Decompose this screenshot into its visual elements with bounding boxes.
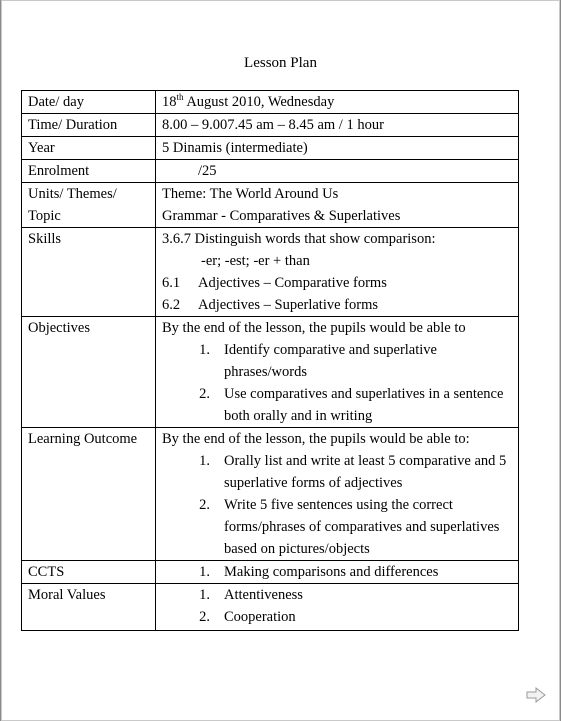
table-row [22, 428, 519, 561]
row-label: Skills [22, 228, 156, 317]
row-label [22, 183, 156, 228]
row-value [156, 428, 519, 561]
next-page-arrow-icon[interactable] [526, 687, 546, 703]
table-row [22, 584, 519, 631]
lesson-plan-table [21, 90, 519, 631]
item-text: Making comparisons and differences [224, 564, 439, 580]
enrolment-value: /25 [198, 163, 217, 179]
date-rest: August 2010, Wednesday [183, 94, 335, 110]
item-number: 1. [199, 342, 210, 358]
theme-text: Theme: The World Around Us [162, 186, 339, 202]
skills-line: 3.6.7 Distinguish words that show comparison: [162, 231, 436, 247]
row-label: Date/ day [22, 91, 156, 114]
table-row [22, 228, 519, 317]
item-text: Write 5 five sentences using the correct forms/phrases of comparatives and superlatives based on pictures/objects [224, 497, 500, 557]
row-label: Time/ Duration [22, 114, 156, 137]
item-number: 1. [199, 564, 210, 580]
item-text: Use comparatives and superlatives in a sentence both orally and in writing [224, 386, 504, 424]
objectives-intro: By the end of the lesson, the pupils would be able to [162, 320, 466, 336]
table-row [22, 160, 519, 183]
list-item [162, 383, 513, 427]
outcome-intro: By the end of the lesson, the pupils would be able to: [162, 431, 470, 447]
date-suffix: th [176, 92, 184, 103]
row-value [156, 584, 519, 631]
row-value [156, 228, 519, 317]
row-label: Learning Outcome [22, 428, 156, 561]
table-row [22, 137, 519, 160]
topic-text: Grammar - Comparatives & Superlatives [162, 208, 401, 224]
item-number: 2. [199, 497, 210, 513]
row-value [156, 160, 519, 183]
list-item [162, 494, 513, 560]
row-value [156, 561, 519, 584]
table-row [22, 114, 519, 137]
item-number: 1. [199, 453, 210, 469]
list-item [162, 272, 513, 294]
row-value [156, 183, 519, 228]
table-row [22, 561, 519, 584]
list-item [162, 339, 513, 383]
table-row [22, 91, 519, 114]
list-item [162, 294, 513, 316]
list-item [162, 606, 513, 628]
item-text: Orally list and write at least 5 comparative and 5 superlative forms of adjectives [224, 453, 507, 491]
row-label: Objectives [22, 317, 156, 428]
list-item [162, 561, 513, 583]
item-number: 2. [199, 386, 210, 402]
document-page [1, 0, 560, 721]
row-label: Moral Values [22, 584, 156, 631]
list-item [162, 450, 513, 494]
skills-suffixes: -er; -est; -er + than [201, 253, 310, 269]
row-value: 5 Dinamis (intermediate) [156, 137, 519, 160]
item-text: Cooperation [224, 609, 296, 625]
item-text: Identify comparative and superlative phrases/words [224, 342, 437, 380]
row-label: Enrolment [22, 160, 156, 183]
row-value [156, 317, 519, 428]
item-text: Attentiveness [224, 587, 303, 603]
row-value [156, 91, 519, 114]
list-item [162, 584, 513, 606]
row-label: Year [22, 137, 156, 160]
item-number: 6.1 [162, 275, 181, 291]
item-text: Adjectives – Superlative forms [198, 297, 378, 313]
item-number: 6.2 [162, 297, 181, 313]
page-title: Lesson Plan [244, 55, 317, 71]
row-value: 8.00 – 9.007.45 am – 8.45 am / 1 hour [156, 114, 519, 137]
units-label-line2: Topic [28, 208, 61, 224]
units-label-line1: Units/ Themes/ [28, 186, 117, 202]
item-number: 2. [199, 609, 210, 625]
table-row [22, 183, 519, 228]
date-day: 18 [162, 94, 177, 110]
item-number: 1. [199, 587, 210, 603]
item-text: Adjectives – Comparative forms [198, 275, 387, 291]
row-label: CCTS [22, 561, 156, 584]
table-row [22, 317, 519, 428]
